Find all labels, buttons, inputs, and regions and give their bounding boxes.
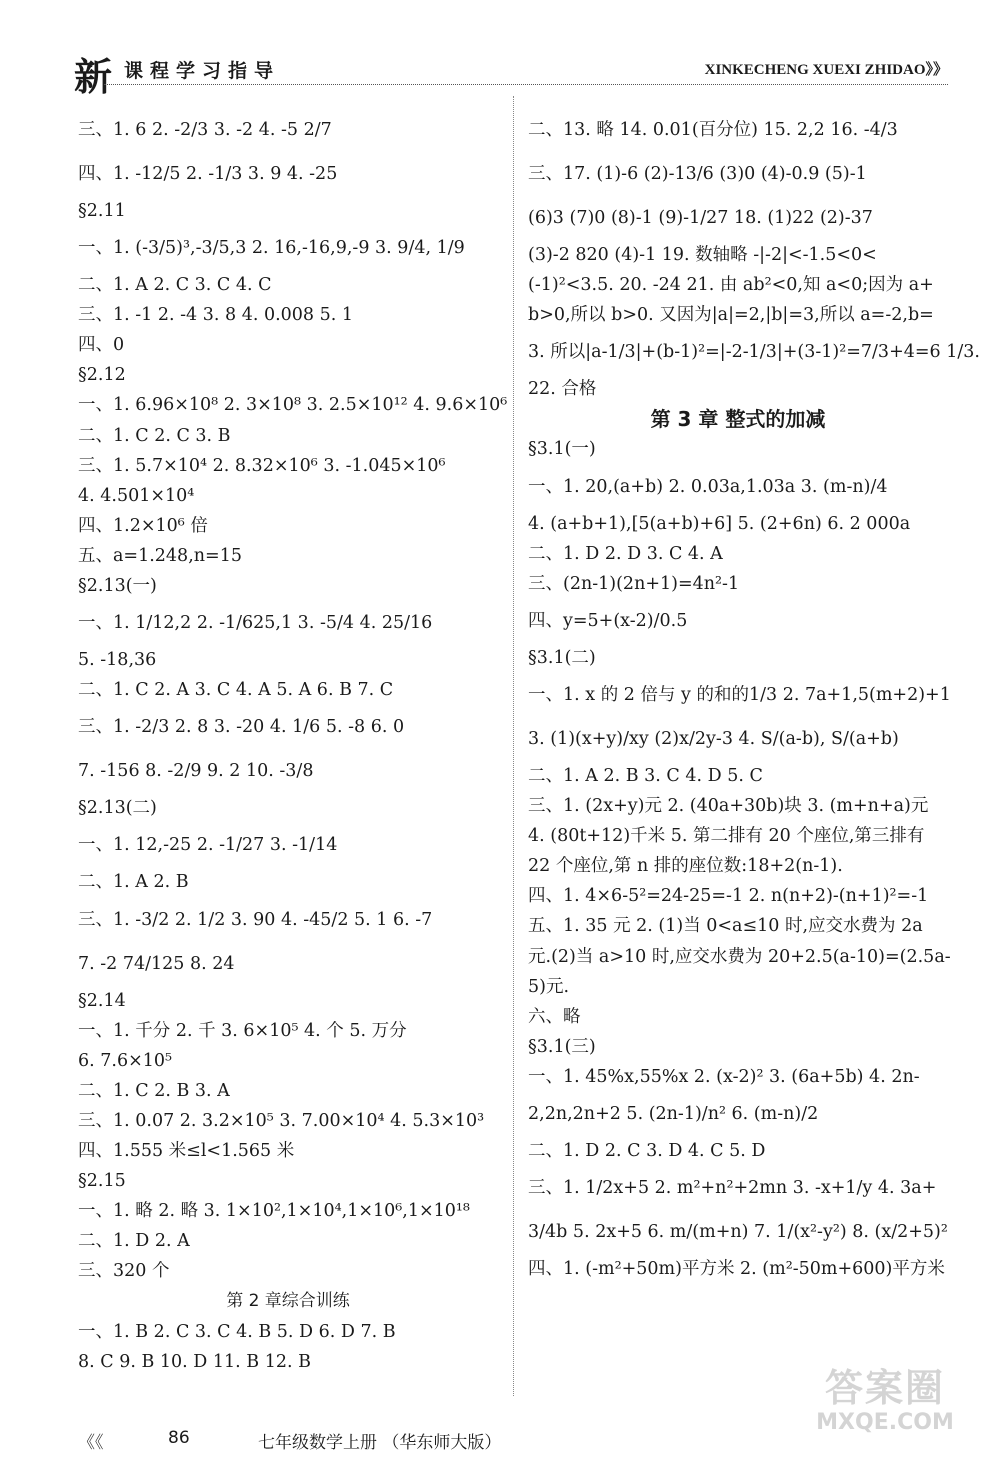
watermark-text: 答案圈 xyxy=(824,1366,945,1410)
answer-line: 一、1. 略 2. 略 3. 1×10²,1×10⁴,1×10⁶,1×10¹⁸ xyxy=(78,1201,470,1222)
answer-line: §2.14 xyxy=(78,990,126,1011)
watermark-logo xyxy=(790,1366,980,1446)
answer-line: 3. 所以|a-1/3|+(b-1)²=|-2-1/3|+(3-1)²=7/3+4=6 1/3. xyxy=(528,342,980,363)
answer-line: 二、1. D 2. D 3. C 4. A xyxy=(528,543,723,564)
answer-line: §2.15 xyxy=(78,1171,126,1192)
answer-line: 三、1. -3/2 2. 1/2 3. 90 4. -45/2 5. 1 6. -7 xyxy=(78,909,433,930)
answer-line: 三、1. -1 2. -4 3. 8 4. 0.008 5. 1 xyxy=(78,305,354,326)
answer-line: 4. (80t+12)千米 5. 第二排有 20 个座位,第三排有 xyxy=(528,826,925,847)
answer-line: 二、1. C 2. A 3. C 4. A 5. A 6. B 7. C xyxy=(78,680,394,701)
answer-line: 一、1. 1/12,2 2. -1/625,1 3. -5/4 4. 25/16 xyxy=(78,613,433,634)
answer-line: 元.(2)当 a>10 时,应交水费为 20+2.5(a-10)=(2.5a- xyxy=(528,946,951,967)
answer-line: §2.13(一) xyxy=(78,576,157,597)
answer-line: 三、1. 0.07 2. 3.2×10⁵ 3. 7.00×10⁴ 4. 5.3×10³ xyxy=(78,1110,485,1131)
chapter-heading: 第 2 章综合训练 xyxy=(226,1291,350,1312)
answer-line: 一、1. 20,(a+b) 2. 0.03a,1.03a 3. (m-n)/4 xyxy=(528,476,888,497)
answer-line: 4. 4.501×10⁴ xyxy=(78,485,195,506)
header-divider xyxy=(104,84,948,85)
answer-line: 二、1. D 2. A xyxy=(78,1231,190,1252)
answer-line: 五、a=1.248,n=15 xyxy=(78,545,242,566)
answer-line: 二、1. D 2. C 3. D 4. C 5. D xyxy=(528,1140,766,1161)
answer-line: 4. (a+b+1),[5(a+b)+6] 5. (2+6n) 6. 2 000a xyxy=(528,513,911,534)
answer-line: 一、1. B 2. C 3. C 4. B 5. D 6. D 7. B xyxy=(78,1321,396,1342)
right-answer-column xyxy=(528,108,980,1284)
header-title: 课程学习指导 xyxy=(124,60,281,82)
footer-arrow-icon: 《《 xyxy=(78,1433,104,1453)
column-divider xyxy=(513,96,514,1396)
answer-line: 三、1. -2/3 2. 8 3. -20 4. 1/6 5. -8 6. 0 xyxy=(78,717,405,738)
answer-line: §2.12 xyxy=(78,365,126,386)
answer-line: 五、1. 35 元 2. (1)当 0<a≤10 时,应交水费为 2a xyxy=(528,916,923,937)
answer-line: §2.11 xyxy=(78,201,126,221)
answer-line: 5. -18,36 xyxy=(78,650,157,671)
watermark-url: MXQE.COM xyxy=(816,1410,954,1435)
answer-line: 四、1.555 米≤l<1.565 米 xyxy=(78,1140,295,1161)
answer-line: 3. (1)(x+y)/xy (2)x/2y-3 4. S/(a-b), S/(a+b) xyxy=(528,728,899,749)
header-english-title: XINKECHENG XUEXI ZHIDAO》》 xyxy=(704,62,948,78)
answer-line: 一、1. 千分 2. 千 3. 6×10⁵ 4. 个 5. 万分 xyxy=(78,1020,407,1041)
answer-line: 一、1. 45%x,55%x 2. (x-2)² 3. (6a+5b) 4. 2n- xyxy=(528,1066,920,1087)
answer-line: 8. C 9. B 10. D 11. B 12. B xyxy=(78,1351,311,1372)
answer-line: 四、1. (-m²+50m)平方米 2. (m²-50m+600)平方米 xyxy=(528,1259,945,1280)
answer-line: 四、1.2×10⁶ 倍 xyxy=(78,515,208,536)
answer-line: 二、1. C 2. C 3. B xyxy=(78,425,231,446)
answer-line: 一、1. 6.96×10⁸ 2. 3×10⁸ 3. 2.5×10¹² 4. 9.6×10⁶ xyxy=(78,395,508,416)
answer-line: §3.1(二) xyxy=(528,647,596,668)
answer-line: 三、1. (2x+y)元 2. (40a+30b)块 3. (m+n+a)元 xyxy=(528,796,929,817)
answer-line: 三、1. 5.7×10⁴ 2. 8.32×10⁶ 3. -1.045×10⁶ xyxy=(78,455,446,476)
page-footer xyxy=(78,1428,578,1456)
answer-line: 二、1. A 2. C 3. C 4. C xyxy=(78,275,272,296)
answer-line: 二、1. A 2. B xyxy=(78,872,189,893)
answer-line: 四、0 xyxy=(78,335,125,356)
answer-line: 三、320 个 xyxy=(78,1261,170,1282)
left-answer-column xyxy=(78,108,508,1377)
answer-line: §3.1(一) xyxy=(528,439,596,460)
answer-line: (3)-2 820 (4)-1 19. 数轴略 -|-2|<-1.5<0< xyxy=(528,245,877,265)
answer-line: 7. -156 8. -2/9 9. 2 10. -3/8 xyxy=(78,761,314,782)
answer-line: 三、(2n-1)(2n+1)=4n²-1 xyxy=(528,573,740,594)
answer-line: 三、17. (1)-6 (2)-13/6 (3)0 (4)-0.9 (5)-1 xyxy=(528,164,867,184)
answer-line: 二、13. 略 14. 0.01(百分位) 15. 2,2 16. -4/3 xyxy=(528,120,898,140)
page-header xyxy=(56,46,948,99)
answer-line: 四、1. 4×6-5²=24-25=-1 2. n(n+2)-(n+1)²=-1 xyxy=(528,886,929,907)
answer-line: 四、1. -12/5 2. -1/3 3. 9 4. -25 xyxy=(78,164,338,184)
answer-line: (6)3 (7)0 (8)-1 (9)-1/27 18. (1)22 (2)-37 xyxy=(528,208,873,228)
answer-line: b>0,所以 b>0. 又因为|a|=2,|b|=3,所以 a=-2,b= xyxy=(528,305,934,326)
header-logo: 新 xyxy=(74,55,113,99)
answer-line: 22. 合格 xyxy=(528,379,597,400)
answer-line: 7. -2 74/125 8. 24 xyxy=(78,953,235,974)
answer-line: 三、1. 6 2. -2/3 3. -2 4. -5 2/7 xyxy=(78,120,332,140)
answer-line: 一、1. 12,-25 2. -1/27 3. -1/14 xyxy=(78,835,338,856)
book-title: 七年级数学上册 （华东师大版） xyxy=(258,1433,502,1453)
answer-line: 22 个座位,第 n 排的座位数:18+2(n-1). xyxy=(528,856,843,877)
answer-line: §2.13(二) xyxy=(78,798,157,819)
answer-line: 二、1. A 2. B 3. C 4. D 5. C xyxy=(528,765,763,786)
answer-line: 6. 7.6×10⁵ xyxy=(78,1050,173,1071)
answer-line: 一、1. (-3/5)³,-3/5,3 2. 16,-16,9,-9 3. 9/4, 1/9 xyxy=(78,238,465,259)
answer-line: 3/4b 5. 2x+5 6. m/(m+n) 7. 1/(x²-y²) 8. (x/2+5)² xyxy=(528,1222,948,1243)
answer-line: 2,2n,2n+2 5. (2n-1)/n² 6. (m-n)/2 xyxy=(528,1103,819,1124)
page-number: 86 xyxy=(168,1428,190,1448)
answer-line: §3.1(三) xyxy=(528,1036,596,1057)
answer-line: 四、y=5+(x-2)/0.5 xyxy=(528,610,688,631)
answer-line: 三、1. 1/2x+5 2. m²+n²+2mn 3. -x+1/y 4. 3a+ xyxy=(528,1178,937,1199)
answer-line: 5)元. xyxy=(528,976,570,997)
answer-line: 二、1. C 2. B 3. A xyxy=(78,1080,230,1101)
answer-line: 一、1. x 的 2 倍与 y 的和的1/3 2. 7a+1,5(m+2)+1 xyxy=(528,684,951,705)
answer-line: (-1)²<3.5. 20. -24 21. 由 ab²<0,知 a<0;因为 a+ xyxy=(528,275,934,296)
chapter-heading: 第 3 章 整式的加减 xyxy=(650,407,826,432)
answer-line: 六、略 xyxy=(528,1006,581,1027)
